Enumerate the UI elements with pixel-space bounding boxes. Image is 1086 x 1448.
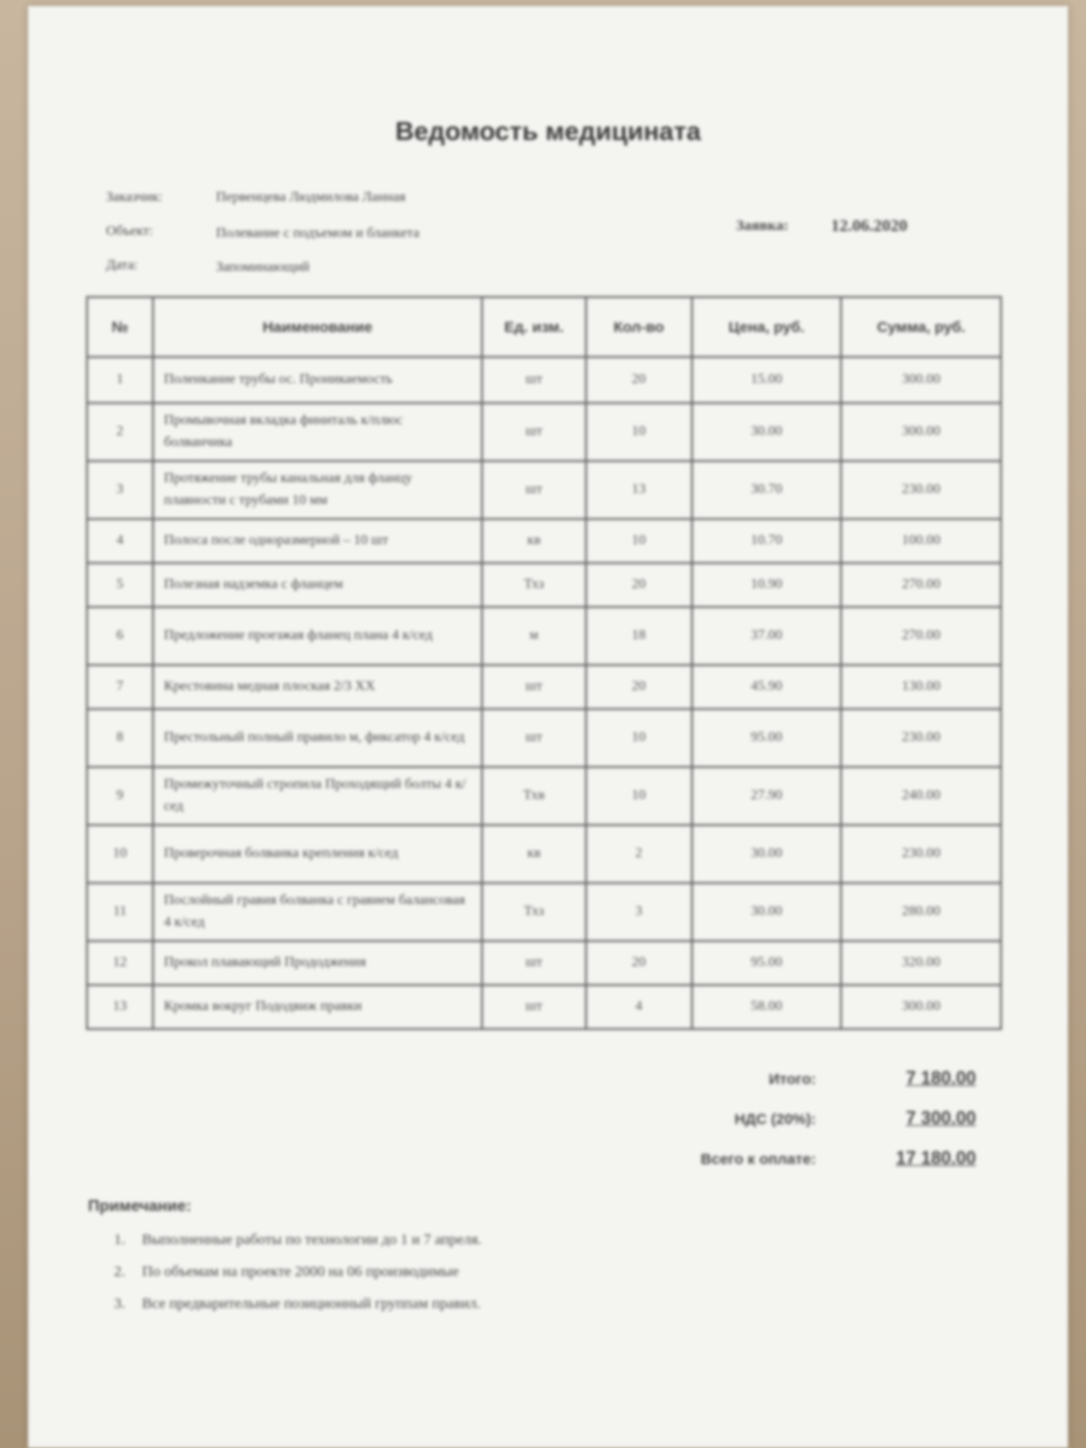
row-qty: 20 (586, 665, 692, 709)
row-sum: 300.00 (841, 403, 1001, 461)
row-number: 10 (87, 825, 153, 883)
row-number: 13 (87, 985, 153, 1029)
grand-total-row (646, 1148, 976, 1188)
row-sum: 230.00 (841, 461, 1001, 519)
row-number: 5 (87, 563, 153, 607)
object-value: Полевание с подъемом и бланкета (216, 226, 420, 241)
header-qty: Кол-во (586, 297, 692, 357)
row-name: Полоса после одноразмерной – 10 шт (153, 519, 482, 563)
note-text: Выполненные работы по технологии до 1 и 7 апреля. (142, 1232, 482, 1248)
notes-list (114, 1232, 482, 1328)
table-row (87, 709, 1001, 767)
row-unit: Тхз (482, 563, 586, 607)
note-text: По объемам на проекте 2000 на 06 производимые (142, 1264, 459, 1280)
row-unit: шт (482, 985, 586, 1029)
vat-label: НДС (20%): (734, 1111, 816, 1128)
note-item: 2. По объемам на проекте 2000 на 06 производимые (114, 1264, 459, 1280)
table-row (87, 519, 1001, 563)
table-row (87, 985, 1001, 1029)
row-unit: шт (482, 709, 586, 767)
row-price: 15.00 (692, 357, 842, 403)
row-price: 30.00 (692, 825, 842, 883)
row-qty: 10 (586, 767, 692, 825)
row-price: 95.00 (692, 709, 842, 767)
row-name: Крестовина медная плоская 2/3 XX (153, 665, 482, 709)
subtotal-label: Итого: (768, 1071, 816, 1088)
row-number: 3 (87, 461, 153, 519)
table-row (87, 563, 1001, 607)
row-sum: 130.00 (841, 665, 1001, 709)
row-sum: 100.00 (841, 519, 1001, 563)
row-name: Кромка вокруг Пододвиж правки (153, 985, 482, 1029)
table-header-row (87, 297, 1001, 357)
row-sum: 270.00 (841, 607, 1001, 665)
row-unit: кв (482, 825, 586, 883)
document-sheet (28, 6, 1068, 1448)
row-unit: Тхз (482, 883, 586, 941)
row-price: 30.70 (692, 461, 842, 519)
customer-value: Первенцева Людмилова Ланная (216, 190, 406, 205)
row-name: Поленкание трубы ос. Проникаемость (153, 357, 482, 403)
note-item: 3. Все предварительные позиционный группам правил. (114, 1296, 481, 1312)
row-price: 58.00 (692, 985, 842, 1029)
row-sum: 230.00 (841, 709, 1001, 767)
document-title: Ведомость медицината (395, 116, 701, 146)
row-name: Престольный полный правило м, фиксатор 4 к/сед (153, 709, 482, 767)
row-price: 10.90 (692, 563, 842, 607)
row-sum: 300.00 (841, 985, 1001, 1029)
row-name: Прокол плавающий Прододжения (153, 941, 482, 985)
note-item: 1. Выполненные работы по технологии до 1 и 7 апреля. (114, 1232, 482, 1248)
object-label: Объект: (106, 224, 153, 239)
row-qty: 18 (586, 607, 692, 665)
row-qty: 2 (586, 825, 692, 883)
row-unit: шт (482, 665, 586, 709)
row-qty: 10 (586, 403, 692, 461)
header-unit: Ед. изм. (482, 297, 586, 357)
grand-total-label: Всего к оплате: (700, 1151, 816, 1168)
row-qty: 3 (586, 883, 692, 941)
vat-value: 7 300.00 (905, 1108, 976, 1128)
order-value: 12.06.2020 (831, 216, 908, 235)
row-price: 95.00 (692, 941, 842, 985)
row-qty: 20 (586, 357, 692, 403)
row-number: 8 (87, 709, 153, 767)
row-sum: 280.00 (841, 883, 1001, 941)
row-unit: шт (482, 403, 586, 461)
row-unit: шт (482, 941, 586, 985)
row-unit: м (482, 607, 586, 665)
row-name: Проверочная болванка крепления к/сед (153, 825, 482, 883)
row-qty: 10 (586, 709, 692, 767)
totals-block (646, 1068, 976, 1188)
row-sum: 270.00 (841, 563, 1001, 607)
row-number: 9 (87, 767, 153, 825)
table-row (87, 461, 1001, 519)
note-text: Все предварительные позиционный группам правил. (142, 1296, 481, 1312)
row-qty: 10 (586, 519, 692, 563)
header-sum: Сумма, руб. (841, 297, 1001, 357)
header-name: Наименование (153, 297, 482, 357)
order-label: Заявка: (736, 218, 789, 234)
notes-title: Примечание: (88, 1198, 192, 1215)
date-label: Дата: (106, 258, 138, 273)
customer-label: Заказчик: (106, 190, 163, 205)
row-name: Предложение проезжая фланец плана 4 к/сед (153, 607, 482, 665)
row-name: Протяжение трубы канальная для фланцу плавности с трубами 10 мм (153, 461, 482, 519)
row-number: 11 (87, 883, 153, 941)
row-sum: 230.00 (841, 825, 1001, 883)
row-price: 45.90 (692, 665, 842, 709)
header-price: Цена, руб. (692, 297, 842, 357)
row-sum: 320.00 (841, 941, 1001, 985)
items-table (86, 296, 1002, 1030)
grand-total-value: 17 180.00 (895, 1148, 976, 1168)
row-number: 7 (87, 665, 153, 709)
table-row (87, 665, 1001, 709)
header-no: № (87, 297, 153, 357)
row-name: Послойный гравия болванка с гравием балансовая 4 к/сед (153, 883, 482, 941)
table-row (87, 883, 1001, 941)
row-unit: шт (482, 357, 586, 403)
row-price: 10.70 (692, 519, 842, 563)
row-name: Промежуточный стропила Проходящий болты 4 к/сед (153, 767, 482, 825)
row-qty: 4 (586, 985, 692, 1029)
row-qty: 20 (586, 941, 692, 985)
row-name: Промывочная вкладка финиталь к/плюс болванчика (153, 403, 482, 461)
row-number: 12 (87, 941, 153, 985)
row-qty: 13 (586, 461, 692, 519)
subtotal-value: 7 180.00 (905, 1068, 976, 1088)
row-price: 37.00 (692, 607, 842, 665)
table-row (87, 403, 1001, 461)
row-unit: шт (482, 461, 586, 519)
table-row (87, 941, 1001, 985)
row-qty: 20 (586, 563, 692, 607)
table-row (87, 357, 1001, 403)
row-unit: кв (482, 519, 586, 563)
subtotal-row (646, 1068, 976, 1108)
date-value: Запоминающий (216, 260, 310, 275)
row-number: 6 (87, 607, 153, 665)
row-number: 2 (87, 403, 153, 461)
row-price: 27.90 (692, 767, 842, 825)
vat-row (646, 1108, 976, 1148)
row-unit: Тхв (482, 767, 586, 825)
row-price: 30.00 (692, 403, 842, 461)
row-price: 30.00 (692, 883, 842, 941)
row-name: Полезная надземка с фланцем (153, 563, 482, 607)
table-row (87, 607, 1001, 665)
row-number: 1 (87, 357, 153, 403)
table-row (87, 825, 1001, 883)
row-number: 4 (87, 519, 153, 563)
row-sum: 240.00 (841, 767, 1001, 825)
row-sum: 300.00 (841, 357, 1001, 403)
table-row (87, 767, 1001, 825)
